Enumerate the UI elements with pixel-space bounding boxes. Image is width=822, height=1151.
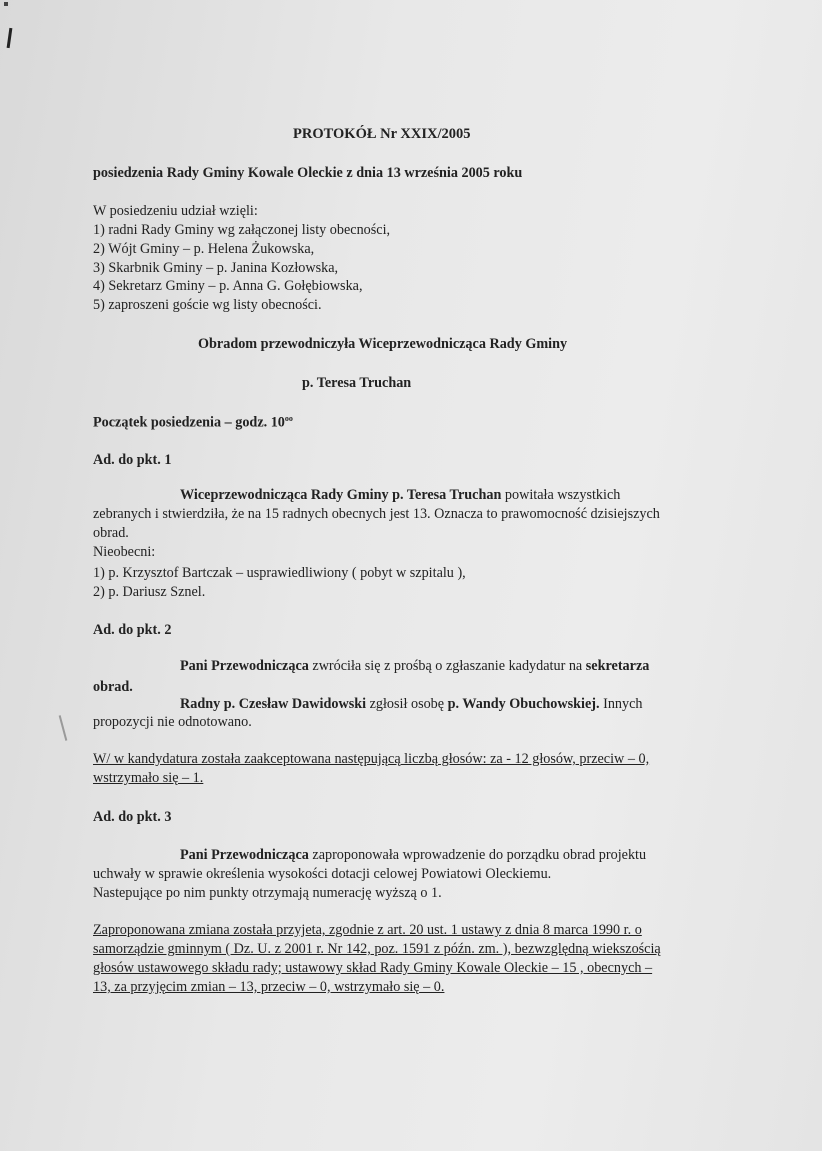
section-heading: Ad. do pkt. 3	[93, 809, 172, 825]
chair-name: p. Teresa Truchan	[302, 375, 412, 391]
paragraph-line: zebranych i stwierdziła, że na 15 radnych obecnych jest 13. Oznacza to prawomocność dzisiejszych	[93, 506, 660, 522]
document-title: PROTOKÓŁ Nr XXIX/2005	[293, 126, 471, 142]
attendance-item: 4) Sekretarz Gminy – p. Anna G. Gołębiowska,	[93, 278, 363, 294]
attendance-heading: W posiedzeniu udział wzięli:	[93, 203, 258, 219]
paragraph-line: Nastepujące po nim punkty otrzymają numerację wyższą o 1.	[93, 885, 442, 901]
absent-item: 2) p. Dariusz Sznel.	[93, 584, 206, 600]
attendance-item: 3) Skarbnik Gminy – p. Janina Kozłowska,	[93, 260, 339, 276]
resolution-line: głosów ustawowego składu rady; ustawowy skład Rady Gminy Kowale Oleckie – 15 , obecnych –	[93, 960, 653, 976]
session-start: Początek posiedzenia – godz. $10^{oo}$	[93, 414, 293, 431]
attendance-item: 1) radni Rady Gminy wg załączonej listy obecności,	[93, 222, 391, 238]
chair-line: Obradom przewodniczyła Wiceprzewodnicząca Rady Gminy	[198, 336, 568, 352]
attendance-item: 5) zaproszeni goście wg listy obecności.	[93, 297, 322, 313]
paragraph-line: uchwały w sprawie określenia wysokości dotacji celowej Powiatowi Oleckiemu.	[93, 866, 552, 882]
scan-mark	[59, 715, 68, 741]
resolution-line: samorządzie gminnym ( Dz. U. z 2001 r. Nr 142, poz. 1591 z późn. zm. ), bezwzględną wiekszością	[93, 941, 661, 957]
paragraph-line: Pani Przewodnicząca zwróciła się z prośbą o zgłaszanie kadydatur na sekretarza	[180, 658, 650, 674]
paragraph-line: Wiceprzewodnicząca Rady Gminy p. Teresa Truchan powitała wszystkich	[180, 487, 621, 503]
absent-item: 1) p. Krzysztof Bartczak – usprawiedliwiony ( pobyt w szpitalu ),	[93, 565, 466, 581]
scan-mark	[4, 2, 8, 6]
paragraph-line: Pani Przewodnicząca zaproponowała wprowadzenie do porządku obrad projektu	[180, 847, 647, 863]
section-heading: Ad. do pkt. 1	[93, 452, 172, 468]
paragraph-line: propozycji nie odnotowano.	[93, 714, 252, 730]
paragraph-line: obrad.	[93, 525, 129, 541]
attendance-item: 2) Wójt Gminy – p. Helena Żukowska,	[93, 241, 315, 257]
resolution-line: Zaproponowana zmiana została przyjeta, zgodnie z art. 20 ust. 1 ustawy z dnia 8 marca 1990 r. o	[93, 922, 642, 938]
vote-result: W/ w kandydatura została zaakceptowana następującą liczbą głosów: za - 12 głosów, przeciw – 0,	[93, 751, 650, 767]
paragraph-line: Radny p. Czesław Dawidowski zgłosił osobę p. Wandy Obuchowskiej. Innych	[180, 696, 643, 712]
absent-label: Nieobecni:	[93, 544, 156, 560]
scan-mark	[7, 28, 13, 48]
document-subtitle: posiedzenia Rady Gminy Kowale Oleckie z dnia 13 września 2005 roku	[93, 165, 523, 181]
vote-result: wstrzymało się – 1.	[93, 770, 204, 786]
resolution-line: 13, za przyjęcim zmian – 13, przeciw – 0, wstrzymało się – 0.	[93, 979, 445, 995]
paragraph-line: obrad.	[93, 679, 133, 695]
section-heading: Ad. do pkt. 2	[93, 622, 172, 638]
